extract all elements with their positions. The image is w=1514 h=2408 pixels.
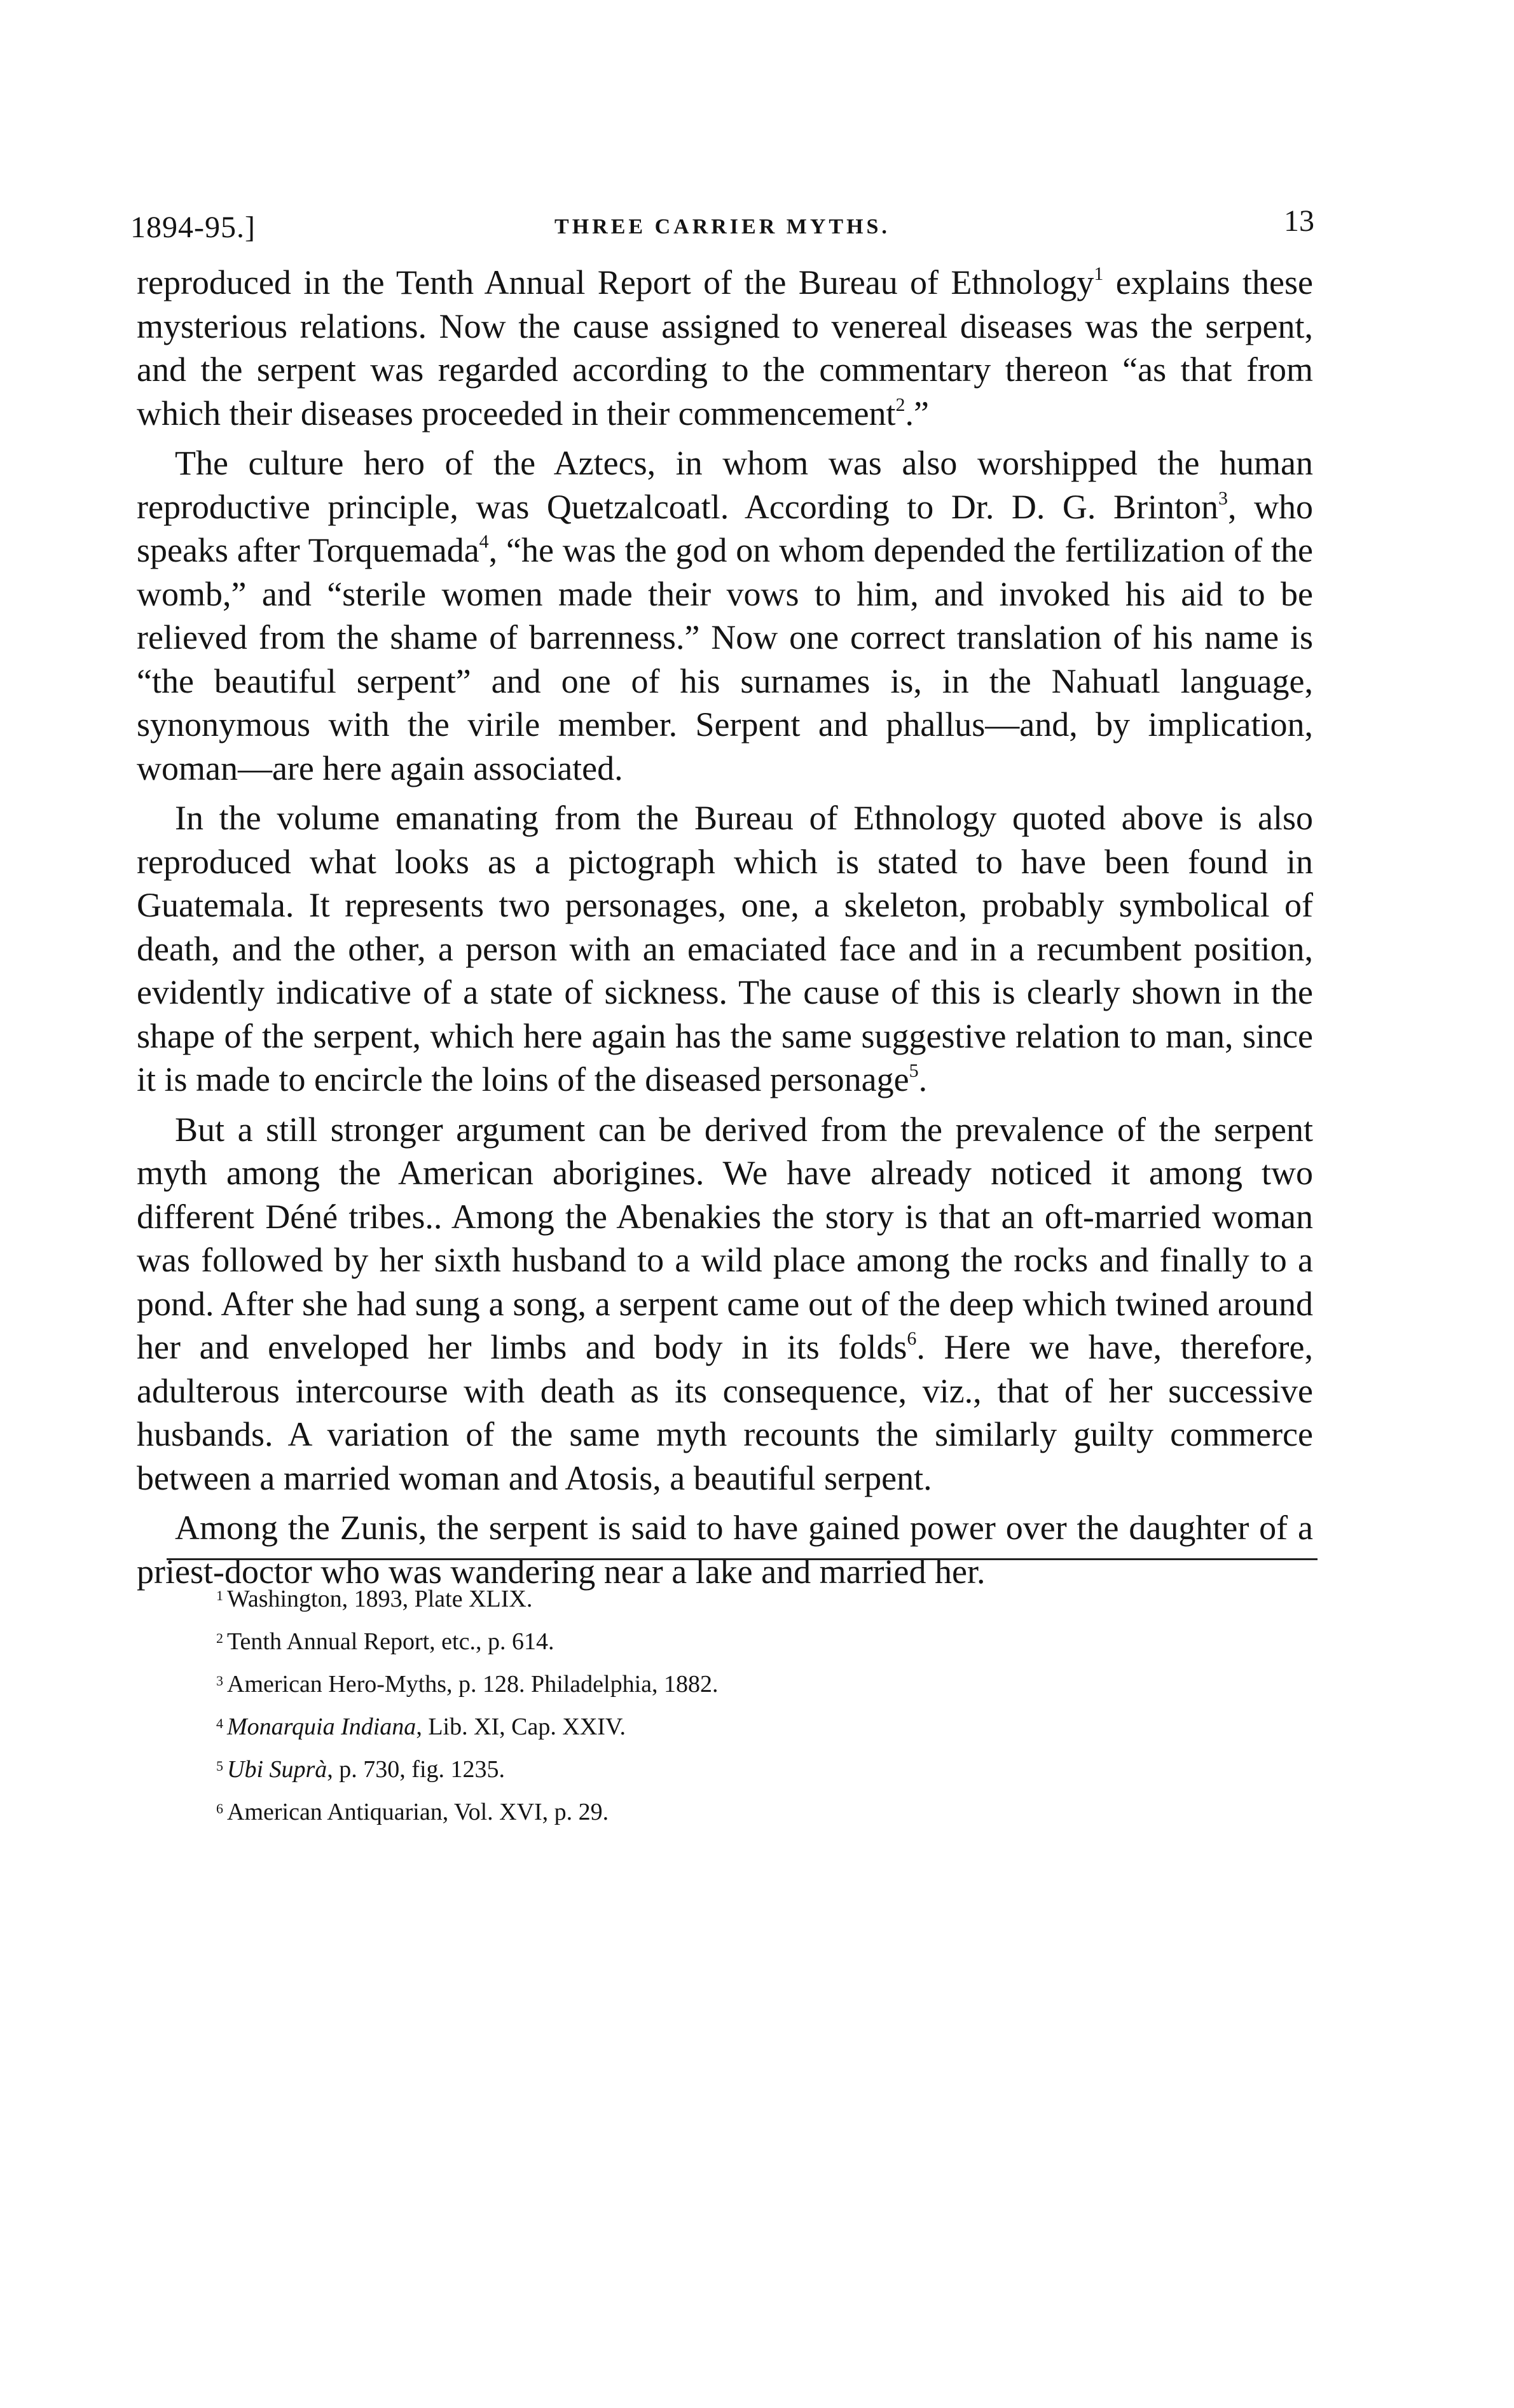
paragraph-text: . — [918, 1060, 928, 1098]
footnote-reference: 3 — [1218, 487, 1228, 509]
paragraph — [137, 261, 1313, 435]
footnote-number: 5 — [216, 1758, 223, 1774]
footnote — [216, 1789, 1234, 1832]
footnote — [216, 1747, 1234, 1789]
footnote-title: Monarquia Indiana — [227, 1713, 416, 1740]
footnote-title: Ubi Suprà — [227, 1756, 327, 1783]
footnote-text: American Antiquarian, Vol. XVI, p. 29. — [227, 1799, 609, 1825]
header-title: THREE CARRIER MYTHS. — [554, 215, 890, 239]
paragraph-text: . Here we have, therefore, adulterous intercourse with death as its consequence, viz., that of her successive husbands. A variation of the same myth recounts the similarly guilty commerce between a married woman and Atosis, a beautiful serpent. — [137, 1328, 1313, 1497]
footnote-text: Tenth Annual Report, etc., p. 614. — [227, 1628, 554, 1655]
footnote — [216, 1619, 1234, 1661]
footnote-number: 3 — [216, 1673, 223, 1689]
header-date-range: 1894-95.] — [130, 211, 256, 244]
paragraph-text: , “he was the god on whom depended the fertilization of the womb,” and “sterile women made their vows to him, and invoked his aid to be relieved from the shame of barrenness.” Now one correct translation of his name is “the beautiful serpent” and one of his surnames is, in the Nahuatl language, synonymous with the virile member. Serpent and phallus—and, by implication, woman—are here again associated. — [137, 531, 1313, 787]
paragraph-text: reproduced in the Tenth Annual Report of the Bureau of Ethnology — [137, 263, 1094, 301]
footnote-reference: 2 — [895, 394, 905, 415]
paragraph — [137, 796, 1313, 1102]
footnote-text: Washington, 1893, Plate XLIX. — [227, 1586, 533, 1612]
body-text — [137, 261, 1313, 1600]
footnote-text: American Hero-Myths, p. 128. Philadelphia, 1882. — [227, 1671, 719, 1698]
footnote-divider — [167, 1558, 1318, 1560]
paragraph-text: Among the Zunis, the serpent is said to have gained power over the daughter of a priest-doctor who was wandering near a lake and married her. — [137, 1509, 1313, 1591]
footnote — [216, 1576, 1234, 1619]
paragraph-text: , who speaks after Torquemada — [137, 487, 1313, 569]
running-header — [130, 204, 1314, 254]
footnote-number: 1 — [216, 1588, 223, 1603]
paragraph-text: explains these mysterious relations. Now the cause assigned to venereal diseases was the serpent, and the serpent was regarded according to the commentary thereon “as that from which their diseases proceeded in their commencement — [137, 263, 1314, 432]
page-number: 13 — [1284, 204, 1314, 238]
paragraph-text: In the volume emanating from the Bureau of Ethnology quoted above is also reproduced what looks as a pictograph which is stated to have been found in Guatemala. It represents two personages, one, a skeleton, probably symbolical of death, and the other, a person with an emaciated face and in a recumbent position, evidently indicative of a state of sickness. The cause of this is clearly shown in the shape of the serpent, which here again has the same suggestive relation to man, since it is made to encircle the loins of the diseased personage — [137, 799, 1313, 1098]
footnotes — [216, 1576, 1234, 1832]
footnote-number: 6 — [216, 1801, 223, 1816]
footnote-reference: 6 — [907, 1328, 917, 1349]
paragraph-text: .” — [905, 394, 930, 432]
footnote-number: 2 — [216, 1630, 223, 1646]
paragraph-text: But a still stronger argument can be derived from the prevalence of the serpent myth among the American aborigines. We have already noticed it among two different Déné tribes.. Among the Abenakies the story is that an oft-married woman was followed by her sixth husband to a wild place among the rocks and finally to a pond. After she had sung a song, a serpent came out of the deep which twined around her and enveloped her limbs and body in its folds — [137, 1110, 1313, 1366]
footnote-text: , Lib. XI, Cap. XXIV. — [416, 1713, 626, 1740]
footnote-number: 4 — [216, 1715, 223, 1731]
footnote — [216, 1704, 1234, 1747]
paragraph — [137, 441, 1313, 790]
footnote-reference: 4 — [479, 531, 489, 552]
footnote-reference: 5 — [909, 1060, 919, 1081]
footnote-text: , p. 730, fig. 1235. — [327, 1756, 506, 1783]
footnote — [216, 1661, 1234, 1704]
footnote-reference: 1 — [1094, 263, 1104, 284]
paragraph — [137, 1108, 1313, 1500]
paragraph-text: The culture hero of the Aztecs, in whom was also worshipped the human reproductive principle, was Quetzalcoatl. According to Dr. D. G. Brinton — [137, 444, 1313, 526]
